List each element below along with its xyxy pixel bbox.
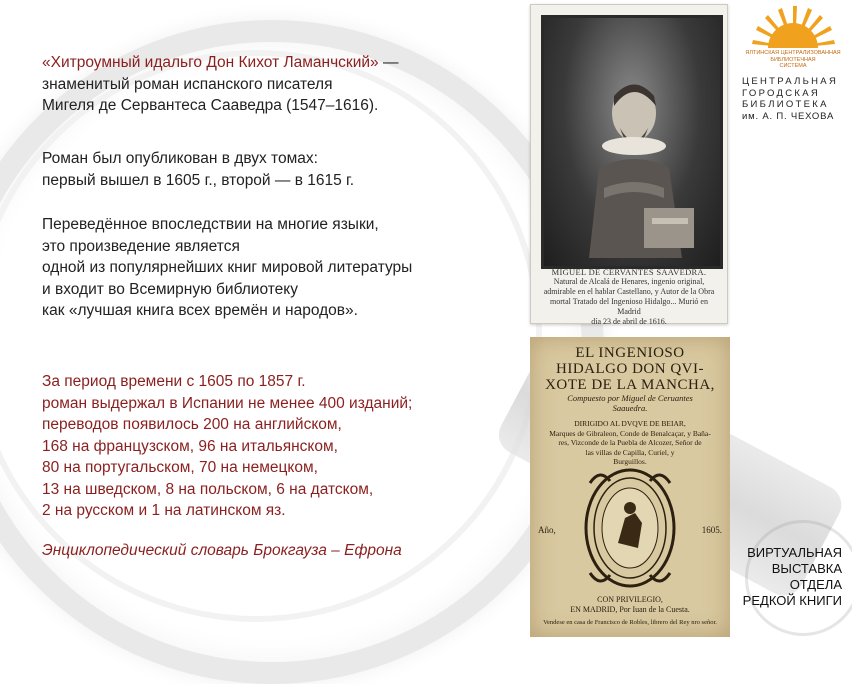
published-paragraph [42,148,354,191]
logo-system-line: СИСТЕМА [779,63,807,69]
book-year-label: Año, [538,525,556,535]
editions-line: 80 на португальском, 70 на немецком, [42,459,318,476]
portrait-caption-line: día 23 de abril de 1616. [591,317,667,326]
book-year-value: 1605. [701,525,722,535]
book-dedication [538,419,722,467]
rising-sun-icon [748,2,838,50]
translations-line: и входит во Всемирную библиотеку [42,280,298,298]
portrait-caption-line: mortal Tratado del Ingenioso Hidalgo... Murió en Madrid [550,297,708,316]
logo-system-line: ЯЛТИНСКАЯ ЦЕНТРАЛИЗОВАННАЯ [745,50,841,56]
editions-line: 2 на русском и 1 на латинском яз. [42,502,286,519]
book-author-line: Compuesto por Miguel de Ceruantes [567,393,693,403]
book-title-page [530,337,730,637]
portrait-figure-image [564,58,704,258]
book-title-line: EL INGENIOSO [575,345,685,361]
source-citation [42,540,402,562]
book-dedication-line: res, Vizconde de la Puebla de Alcozer, Señor de [558,438,702,447]
intro-line: Мигеля де Сервантеса Сааведра (1547–1616). [42,97,379,114]
translations-line: Переведённое впоследствии на многие языки, [42,216,379,233]
book-author-line: Saauedra. [612,403,648,413]
printer-emblem-icon [580,463,680,593]
library-name-line: БИБЛИОТЕКА [742,99,829,110]
translations-line: одной из популярнейших книг мировой литературы [42,259,413,276]
intro-title-line [42,52,398,74]
book-title-line: XOTE DE LA MANCHA, [545,377,715,393]
portrait-caption-line: Natural de Alcalá de Henares, ingenio original, [553,277,705,286]
library-name [742,76,846,122]
editions-line: роман выдержал в Испании не менее 400 изданий; [42,394,413,412]
source-text: Энциклопедический словарь Брокгауза – Ефрона [42,542,402,559]
editions-paragraph [42,371,412,522]
intro-line: знаменитый роман испанского писателя [42,75,333,93]
published-line: первый вышел в 1605 г., второй — в 1615 г. [42,171,355,189]
exhibit-label-line: ОТДЕЛА [789,577,842,592]
exhibit-label-line: РЕДКОЙ КНИГИ [742,593,842,608]
editions-line: 168 на французском, 96 на итальянском, [42,437,338,455]
exhibit-label-line: ВЫСТАВКА [771,561,842,576]
portrait-caption-name: MIGUEL DE CERVANTES SAAVEDRA. [551,267,707,277]
library-name-line: ЦЕНТРАЛЬНАЯ [742,76,839,87]
editions-line: 13 на шведском, 8 на польском, 6 на датском, [42,480,374,498]
exhibit-label-line: ВИРТУАЛЬНАЯ [747,545,842,560]
editions-line: За период времени с 1605 по 1857 г. [42,373,306,390]
logo-system-line: БИБЛИОТЕЧНАЯ [770,56,816,63]
book-title-line: HIDALGO DON QVI- [556,361,704,377]
logo-system-text [738,50,848,70]
portrait-caption [541,267,717,327]
book-author [538,393,722,413]
library-logo [738,2,848,132]
book-privilege-line: EN MADRID, Por Iuan de la Cuesta. [570,604,690,614]
novel-title: «Хитроумный идальго Дон Кихот Ламанчский» [42,54,379,71]
published-line: Роман был опубликован в двух томах: [42,150,318,167]
portrait-caption-line: admirable en el hablar Castellano, y Autor de la Obra [543,287,715,296]
library-name-line: им. А. П. ЧЕХОВА [742,110,835,122]
exhibit-label [743,545,842,609]
book-dedication-line: Burguillos. [613,457,647,466]
translations-line: как «лучшая книга всех времён и народов». [42,302,358,319]
book-dedication-line: Marques de Gibraleon, Conde de Benalcaçar, y Baña- [549,428,711,438]
book-dedication-line: DIRIGIDO AL DVQVE DE BEIAR, [574,419,686,428]
library-name-line: ГОРОДСКАЯ [742,87,821,99]
book-dedication-line: las villas de Capilla, Curiel, y [585,447,675,457]
portrait-engraving-frame [541,15,723,269]
translations-paragraph [42,214,412,322]
book-publisher: Vendese en casa de Francisco de Robles, librero del Rey nro señor. [543,619,717,626]
title-dash: — [378,54,399,71]
book-privilege-line: CON PRIVILEGIO, [597,595,663,604]
cervantes-portrait [530,4,728,324]
translations-line: это произведение является [42,237,240,255]
editions-line: переводов появилось 200 на английском, [42,416,342,433]
intro-paragraph [42,52,398,117]
book-title [530,345,730,393]
book-privilege [530,595,730,614]
